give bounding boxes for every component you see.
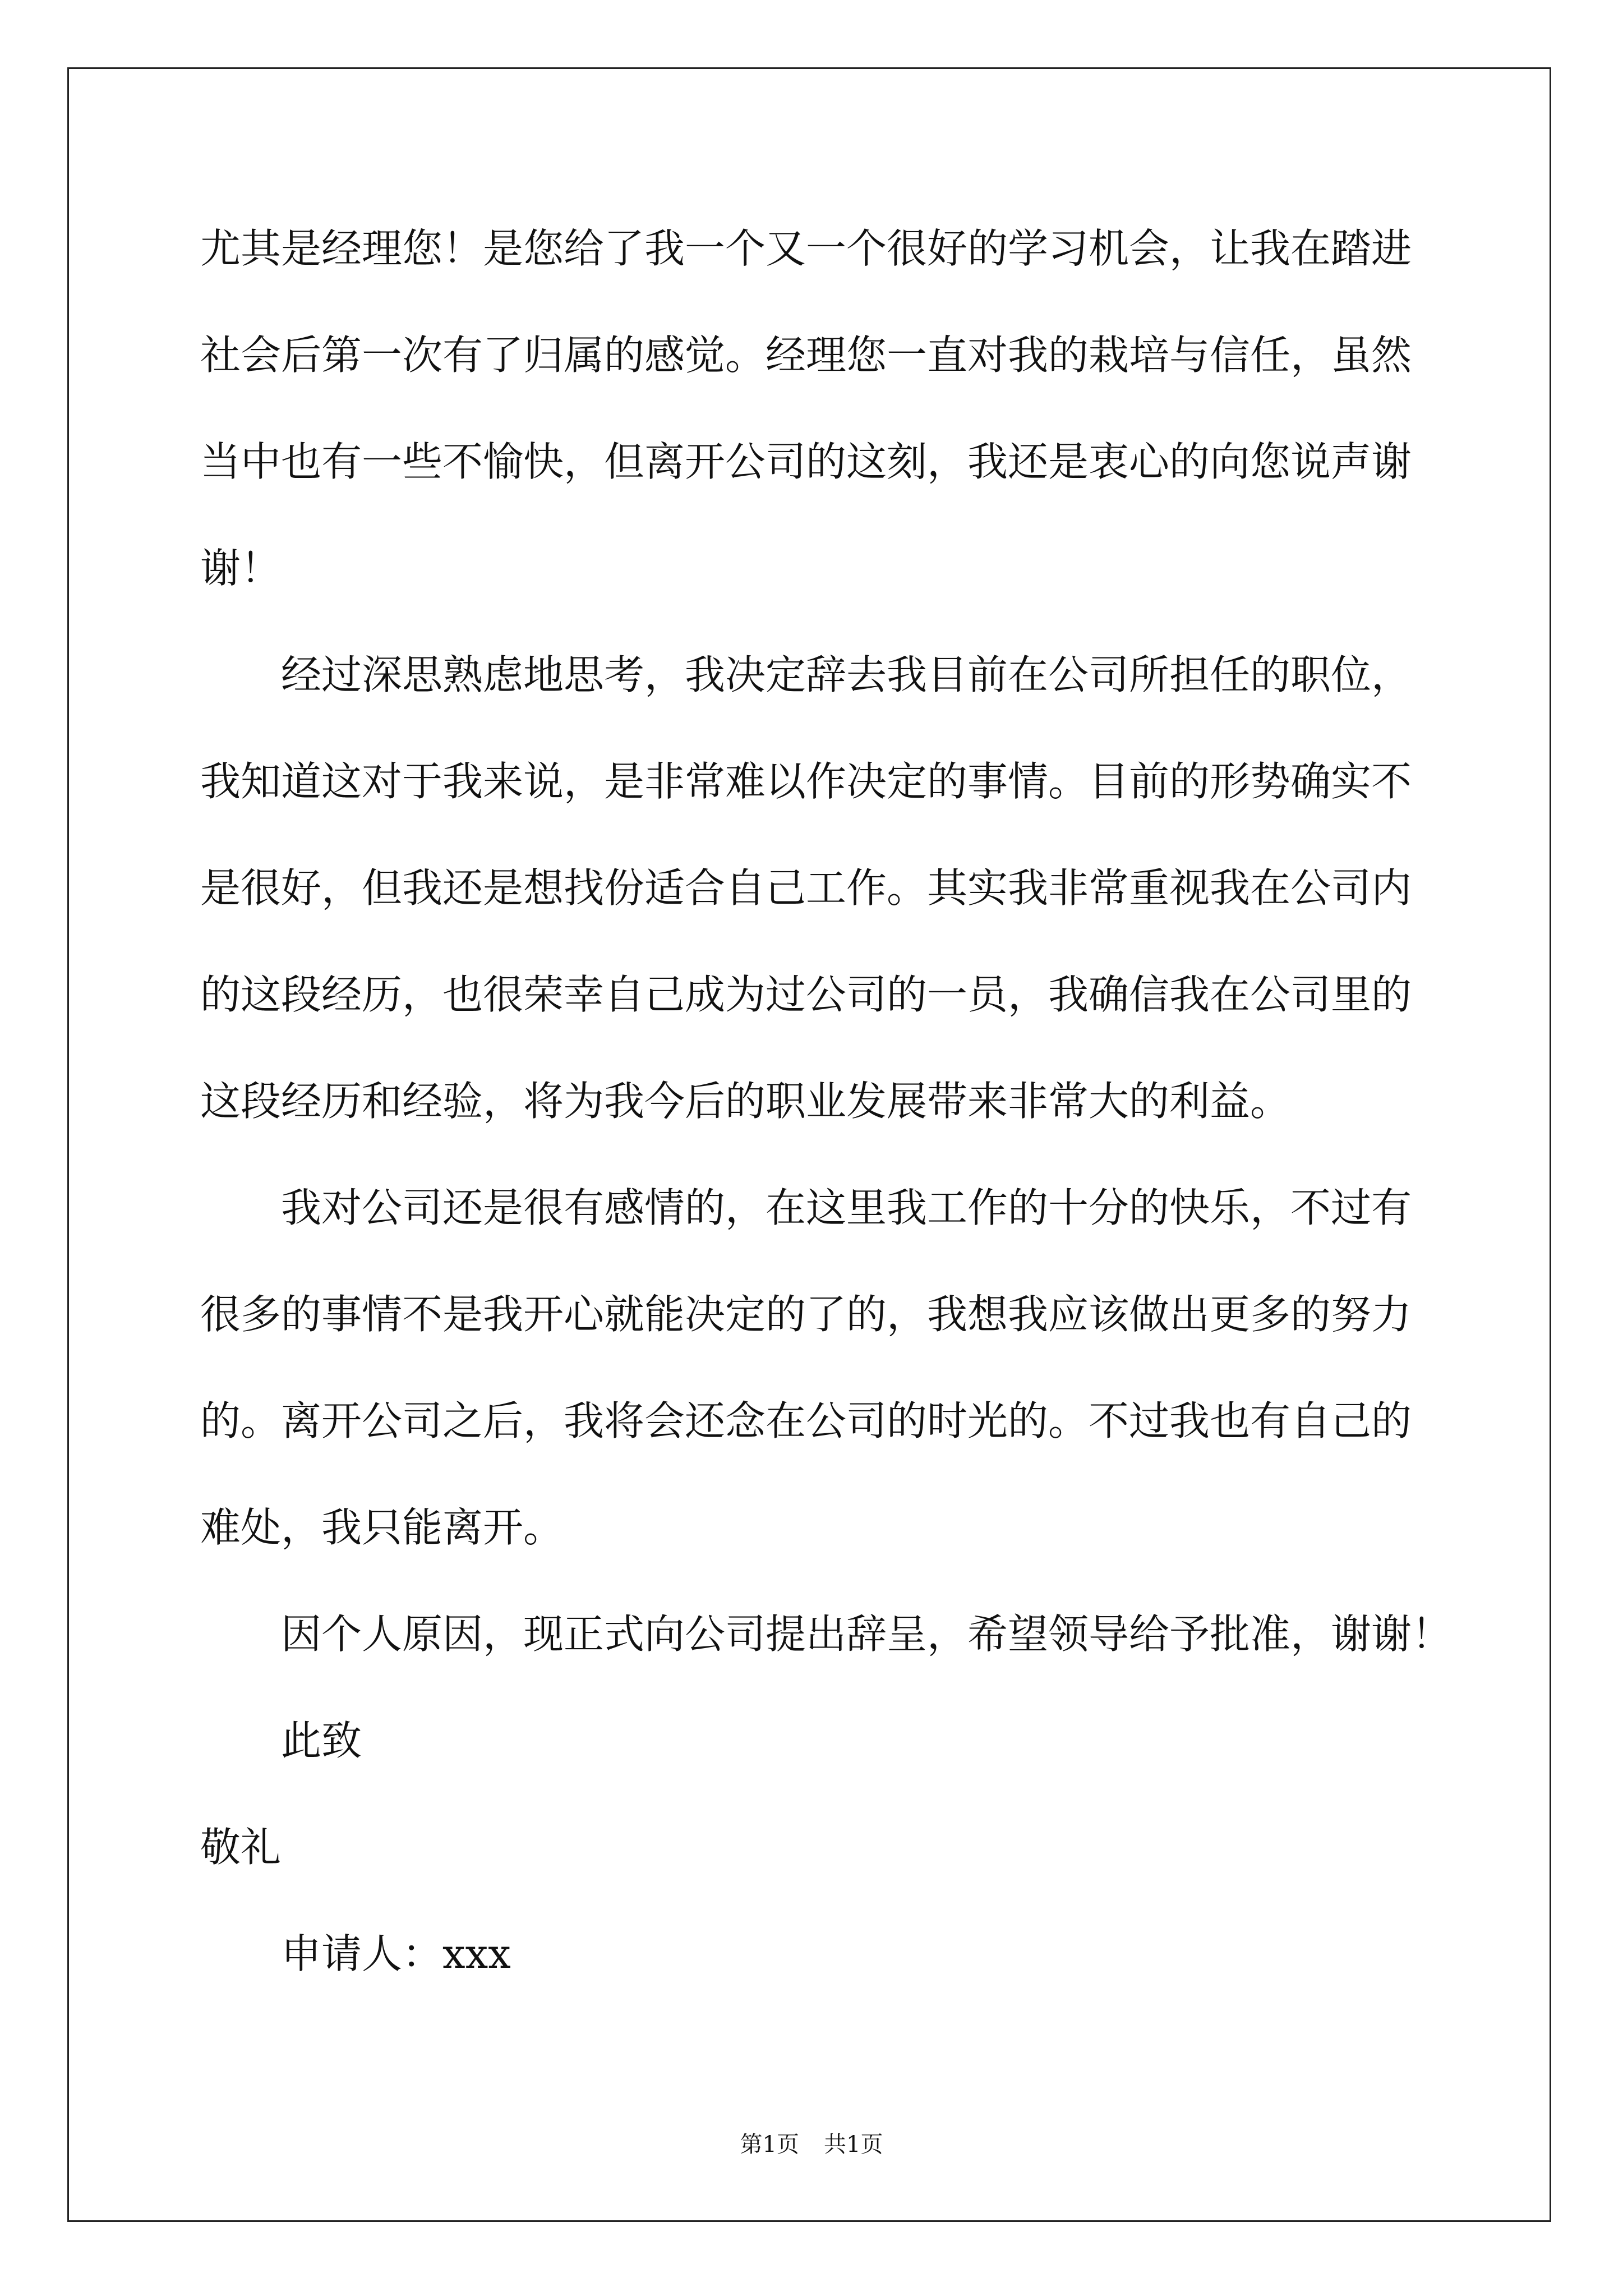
body-line: 社会后第一次有了归属的感觉。经理您一直对我的栽培与信任，虽然: [200, 332, 1412, 379]
paragraph-4: [200, 1581, 1535, 1687]
body-line: 我对公司还是很有感情的，在这里我工作的十分的快乐，不过有: [281, 1184, 1412, 1231]
paragraph-2: [200, 622, 1535, 1154]
page-total: 共1页: [824, 2132, 883, 2157]
body-line: 经过深思熟虑地思考，我决定辞去我目前在公司所担任的职位，: [281, 651, 1412, 698]
closing-line: 此致: [281, 1717, 362, 1764]
body-line: 难处，我只能离开。: [200, 1504, 564, 1551]
body-line: 是很好，但我还是想找份适合自己工作。其实我非常重视我在公司内: [200, 864, 1412, 912]
page-footer: [0, 2131, 1623, 2159]
salutation: 敬礼: [200, 1824, 282, 1871]
paragraph-3: [200, 1154, 1535, 1581]
body-line: 尤其是经理您！是您给了我一个又一个很好的学习机会，让我在踏进: [200, 225, 1412, 272]
paragraph-1: [200, 195, 1535, 622]
body-line: 当中也有一些不愉快，但离开公司的这刻，我还是衷心的向您说声谢: [200, 438, 1412, 485]
body-line: 的这段经历，也很荣幸自己成为过公司的一员，我确信我在公司里的: [200, 971, 1412, 1018]
body-line: 我知道这对于我来说，是非常难以作决定的事情。目前的形势确实不: [200, 758, 1412, 805]
page-number: 第1页: [740, 2132, 799, 2157]
body-line: 很多的事情不是我开心就能决定的了的，我想我应该做出更多的努力: [200, 1291, 1412, 1338]
signature: 申请人：xxx: [281, 1930, 511, 1977]
body-line: 的。离开公司之后，我将会还念在公司的时光的。不过我也有自己的: [200, 1397, 1412, 1444]
letter-body: [200, 195, 1535, 2007]
body-line: 谢！: [200, 545, 282, 592]
body-line: 这段经历和经验，将为我今后的职业发展带来非常大的利益。: [200, 1078, 1291, 1125]
body-line: 因个人原因，现正式向公司提出辞呈，希望领导给予批准，谢谢！: [281, 1611, 1453, 1658]
